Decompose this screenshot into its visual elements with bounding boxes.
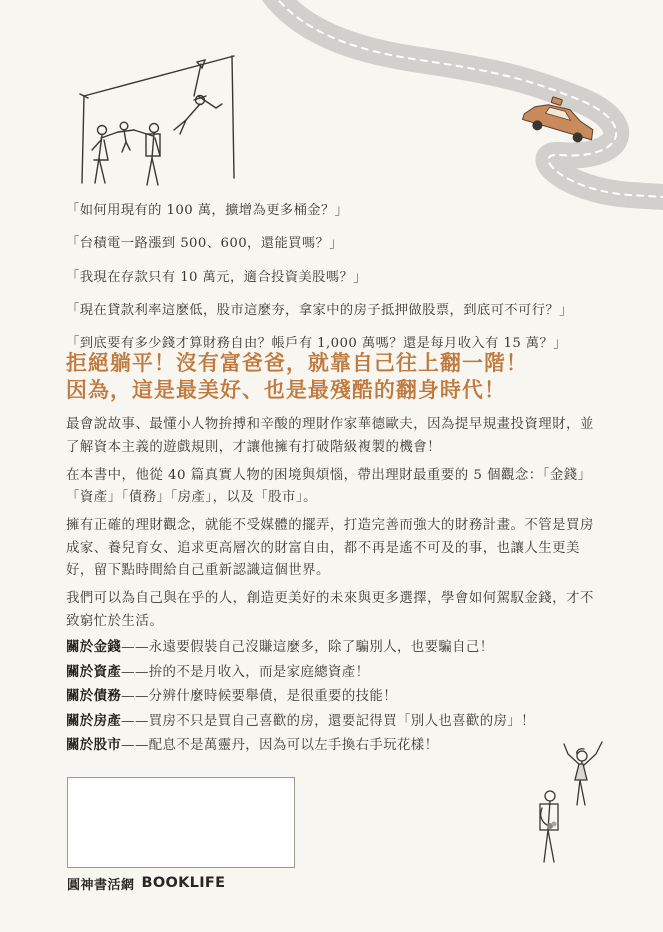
paragraph-4: 我們可以為自己與在乎的人，創造更美好的未來與更多選擇，學會如何駕馭金錢，才不致窮忙於生活。 (66, 591, 594, 629)
concept-text: ——永遠要假裝自己沒賺這麼多，除了騙別人，也要騙自己！ (121, 640, 494, 655)
concept-debt (66, 685, 626, 710)
paragraph-3: 擁有正確的理財觀念，就能不受媒體的擺弄，打造完善而強大的財務計畫。不管是買房成家、養兒育女、追求更高層次的財富自由，都不再是遙不可及的事，也讓人生更美好，留下點時間給自己重新認識這個世界。 (66, 518, 594, 578)
barcode-area (67, 777, 295, 868)
question-list (66, 200, 636, 366)
paragraph-2: 在本書中，他從 40 篇真實人物的困境與煩惱，帶出理財最重要的 5 個觀念：「金錢」「資產」「債務」「房產」，以及「股市」。 (66, 467, 592, 505)
concept-label: 關於金錢 (66, 640, 122, 655)
question-2: 「台積電一路漲到 500、600，還能買嗎？」 (66, 236, 343, 252)
question-4: 「現在貸款利率這麼低，股市這麼夯，拿家中的房子抵押做股票，到底可不可行？」 (66, 302, 573, 318)
headline (66, 350, 636, 404)
concept-assets (66, 661, 626, 686)
concept-money (66, 636, 626, 661)
paragraph-1: 最會說故事、最懂小人物拚搏和辛酸的理財作家華德歐夫，因為提早規畫投資理財，並了解資本主義的遊戲規則，才讓他擁有打破階級複製的機會！ (66, 417, 594, 455)
concept-label: 關於房產 (66, 713, 122, 729)
publisher-logo (67, 874, 225, 892)
publisher-name-en: BOOKLIFE (141, 875, 226, 891)
concept-label: 關於債務 (66, 689, 122, 705)
family-swing-illustration (74, 38, 250, 190)
question-3: 「我現在存款只有 10 萬元，適合投資美股嗎？」 (66, 269, 367, 285)
question-1: 「如何用現有的 100 萬，擴增為更多桶金？」 (66, 203, 349, 218)
couple-illustration (522, 730, 614, 866)
concept-text: ——拚的不是月收入，而是家庭總資產！ (121, 664, 370, 680)
headline-line-2: 因為，這是最美好、也是最殘酷的翻身時代！ (66, 378, 506, 402)
concept-label: 關於股市 (66, 738, 122, 754)
concept-label: 關於資產 (66, 664, 122, 680)
headline-line-1: 拒絕躺平！沒有富爸爸，就靠自己往上翻一階！ (66, 351, 528, 375)
concept-text: ——買房不只是買自己喜歡的房，還要記得買「別人也喜歡的房」！ (121, 713, 535, 729)
publisher-name-cn: 圓神書活網 (67, 877, 135, 893)
concept-text: ——配息不是萬靈丹，因為可以左手換右手玩花樣！ (121, 738, 439, 754)
description (66, 414, 606, 639)
concept-text: ——分辨什麼時候要舉債，是很重要的技能！ (121, 689, 397, 705)
question-5: 「到底要有多少錢才算財務自由？帳戶有 1,000 萬嗎？還是每月收入有 15 萬？」 (66, 336, 567, 352)
